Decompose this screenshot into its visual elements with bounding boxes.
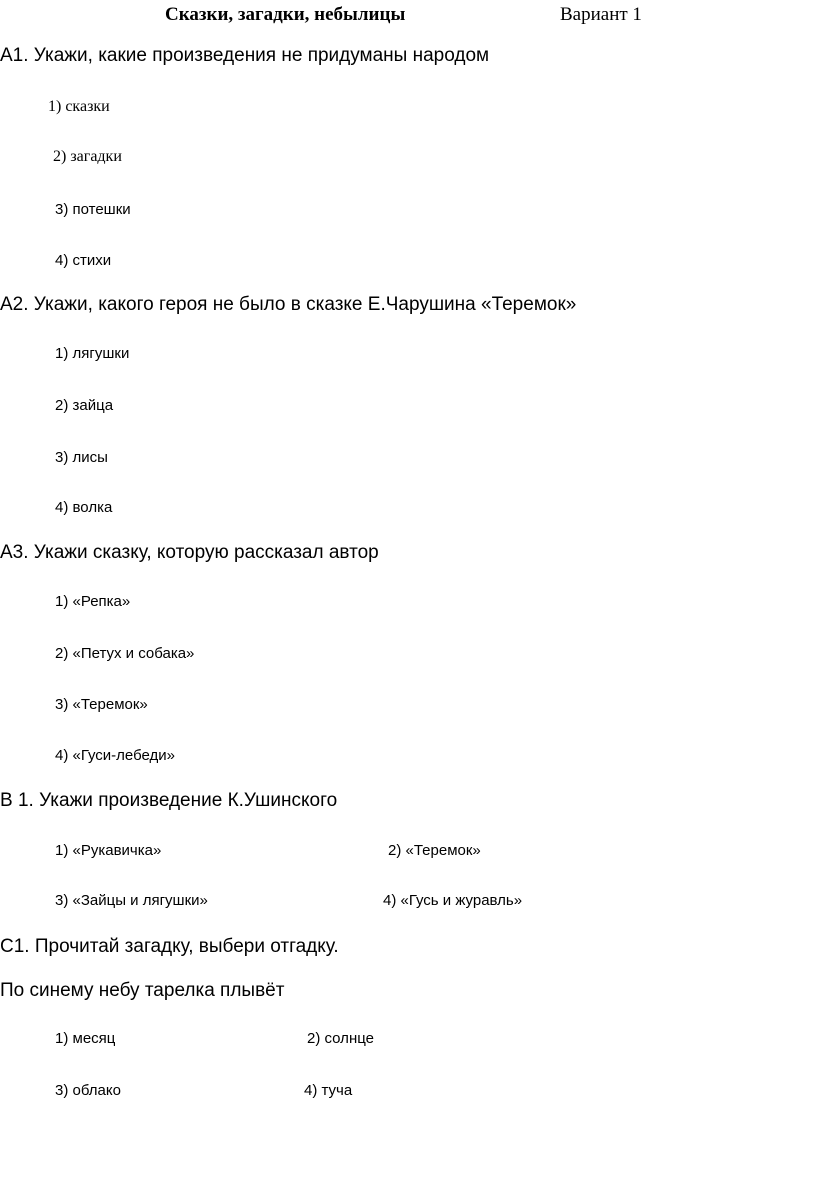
answer-option: 3) «Зайцы и лягушки» xyxy=(55,892,208,909)
answer-option: 4) туча xyxy=(304,1082,353,1099)
answer-option: 1) месяц xyxy=(55,1030,116,1047)
question-a2: А2. Укажи, какого героя не было в сказке Е.Чарушина «Теремок» xyxy=(0,294,577,315)
answer-option: 1) «Рукавичка» xyxy=(55,842,162,859)
question-c1: С1. Прочитай загадку, выбери отгадку. xyxy=(0,936,339,957)
answer-option: 3) потешки xyxy=(55,201,131,218)
answer-option: 4) «Гусь и журавль» xyxy=(383,892,523,909)
answer-option: 2) «Петух и собака» xyxy=(55,645,195,662)
riddle-text: По синему небу тарелка плывёт xyxy=(0,980,285,1001)
variant-label: Вариант 1 xyxy=(560,4,642,25)
answer-option: 2) зайца xyxy=(55,397,114,414)
answer-option: 3) облако xyxy=(55,1082,121,1099)
answer-option: 2) «Теремок» xyxy=(388,842,481,859)
answer-option: 2) загадки xyxy=(53,148,122,165)
answer-option: 2) солнце xyxy=(307,1030,374,1047)
answer-option: 1) «Репка» xyxy=(55,593,131,610)
question-a1: А1. Укажи, какие произведения не придуманы народом xyxy=(0,45,490,66)
answer-option: 4) «Гуси-лебеди» xyxy=(55,747,176,764)
answer-option: 4) стихи xyxy=(55,252,112,269)
answer-option: 1) сказки xyxy=(48,98,110,115)
page-title: Сказки, загадки, небылицы xyxy=(165,4,406,25)
question-b1: В 1. Укажи произведение К.Ушинского xyxy=(0,790,338,811)
question-a3: А3. Укажи сказку, которую рассказал автор xyxy=(0,542,379,563)
answer-option: 1) лягушки xyxy=(55,345,130,362)
answer-option: 3) лисы xyxy=(55,449,108,466)
answer-option: 4) волка xyxy=(55,499,113,516)
answer-option: 3) «Теремок» xyxy=(55,696,148,713)
